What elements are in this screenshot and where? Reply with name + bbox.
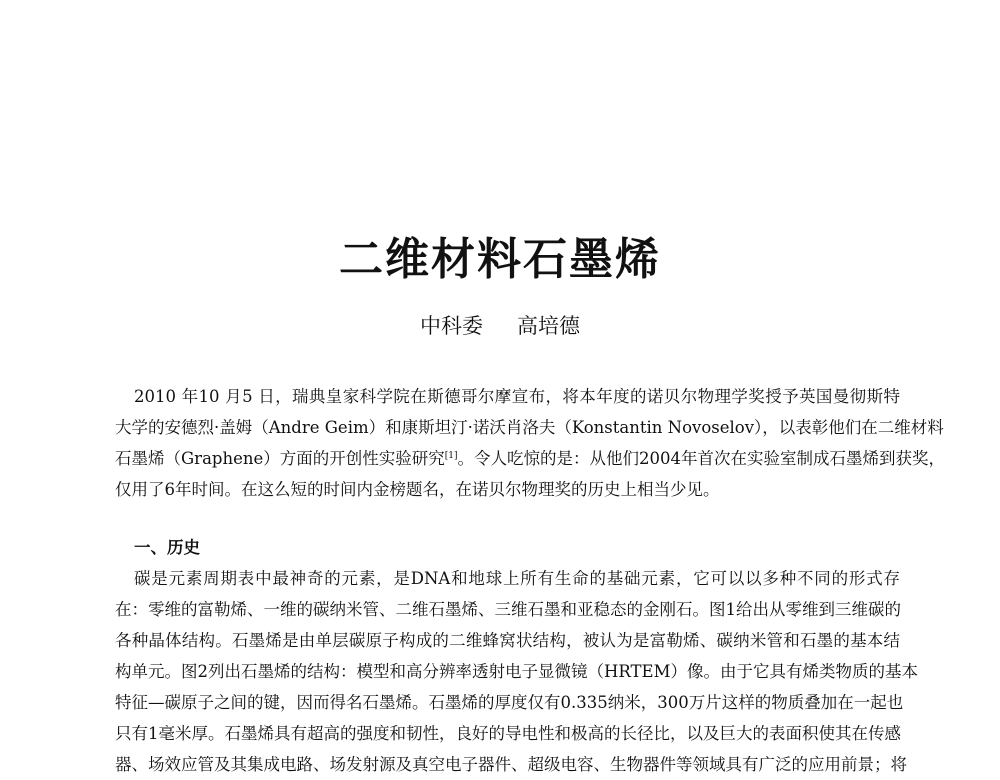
author-name: 中科委 xyxy=(420,314,483,338)
text-line: 仅用了6年时间。在这么短的时间内金榜题名，在诺贝尔物理奖的历史上相当少见。 xyxy=(115,480,720,499)
text-line: 2010 年10 月5 日，瑞典皇家科学院在斯德哥尔摩宣布，将本年度的诺贝尔物理学奖授予英国曼彻斯特 xyxy=(134,387,900,406)
authors xyxy=(0,312,1000,340)
text-line xyxy=(115,443,946,474)
section-heading: 一、历史 xyxy=(134,538,200,557)
text-line: 只有1毫米厚。石墨烯具有超高的强度和韧性，良好的导电性和极高的长径比，以及巨大的表面积使其在传感 xyxy=(115,724,901,743)
article-title: 二维材料石墨烯 xyxy=(339,234,661,285)
text-line: 碳是元素周期表中最神奇的元素，是DNA和地球上所有生命的基础元素，它可以以多种不同的形式存 xyxy=(134,569,900,588)
text-line: 各种晶体结构。石墨烯是由单层碳原子构成的二维蜂窝状结构，被认为是富勒烯、碳纳米管和石墨的基本结 xyxy=(115,631,900,650)
text-segment: 石墨烯（Graphene）方面的开创性实验研究 xyxy=(115,449,445,468)
citation-marker: [1] xyxy=(444,451,458,461)
text-line: 在：零维的富勒烯、一维的碳纳米管、二维石墨烯、三维石墨和亚稳态的金刚石。图1给出从零维到三维碳的 xyxy=(115,600,901,619)
text-line: 特征—碳原子之间的键，因而得名石墨烯。石墨烯的厚度仅有0.335纳米，300万片这样的物质叠加在一起也 xyxy=(115,693,904,712)
author-name: 高培德 xyxy=(517,314,580,338)
history-paragraph xyxy=(115,563,918,780)
intro-paragraph xyxy=(115,381,946,505)
text-line: 构单元。图2列出石墨烯的结构：模型和高分辨率透射电子显微镜（HRTEM）像。由于它具有烯类物质的基本 xyxy=(115,662,918,681)
text-line: 器、场效应管及其集成电路、场发射源及真空电子器件、超级电容、生物器件等领域具有广泛的应用前景；将 xyxy=(115,755,907,774)
text-line: 大学的安德烈·盖姆（Andre Geim）和康斯坦汀·诺沃肖洛夫（Konstantin Novoselov），以表彰他们在二维材料 xyxy=(115,418,944,437)
text-segment: 。令人吃惊的是：从他们2004年首次在实验室制成石墨烯到获奖， xyxy=(457,449,946,468)
